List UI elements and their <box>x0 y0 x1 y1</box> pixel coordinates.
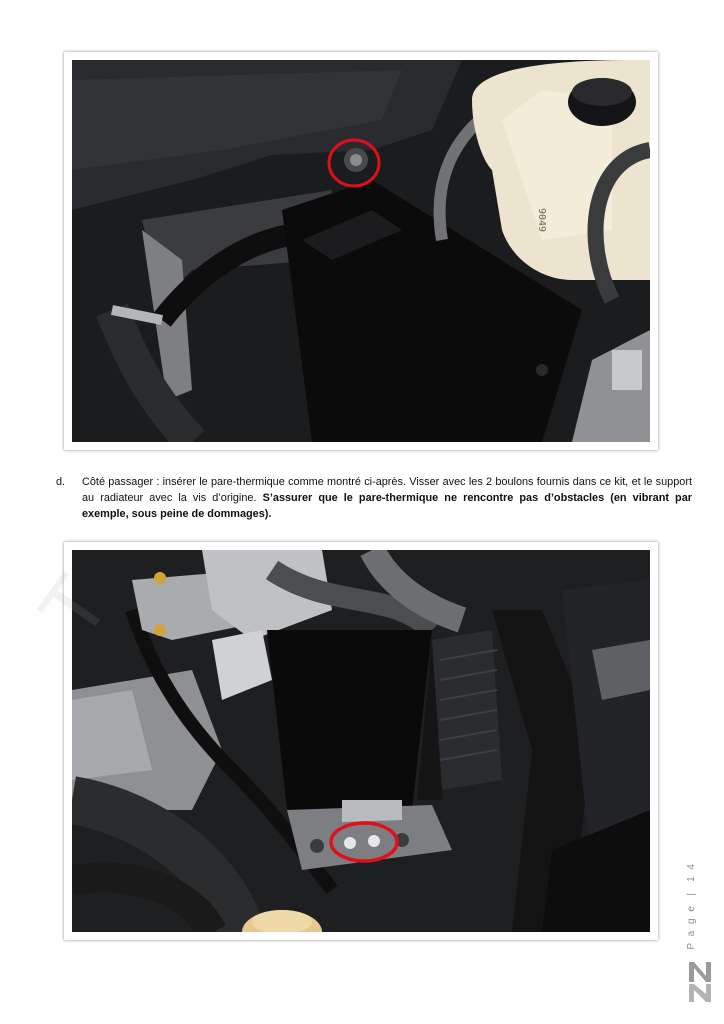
page-separator: | <box>686 890 697 896</box>
list-marker: d. <box>56 476 66 488</box>
part-number-label: 9049 <box>536 208 547 233</box>
engine-bay-photo-bottom <box>64 542 658 940</box>
instruction-text <box>82 474 692 522</box>
page-number <box>686 862 706 950</box>
instruction-paragraph <box>56 474 692 522</box>
engine-bay-photo-top-image <box>72 60 650 442</box>
page-number-value: 1 4 <box>686 862 697 882</box>
engine-bay-photo-top <box>64 52 658 450</box>
instruction-regular-text: Côté passager : insérer le pare-thermique comme montré ci-après. Visser avec les 2 boulons fournis dans ce kit, et le support au radiateur avec la vis d’origine. <box>82 476 692 504</box>
engine-bay-photo-bottom-image <box>72 550 650 932</box>
instruction-bold-text: S’assurer que le pare-thermique ne rencontre pas d’obstacles (en vibrant par exemple, sous peine de dommages). <box>82 492 693 520</box>
page-label: P a g e <box>686 904 697 950</box>
brand-logo-icon <box>688 960 712 1004</box>
